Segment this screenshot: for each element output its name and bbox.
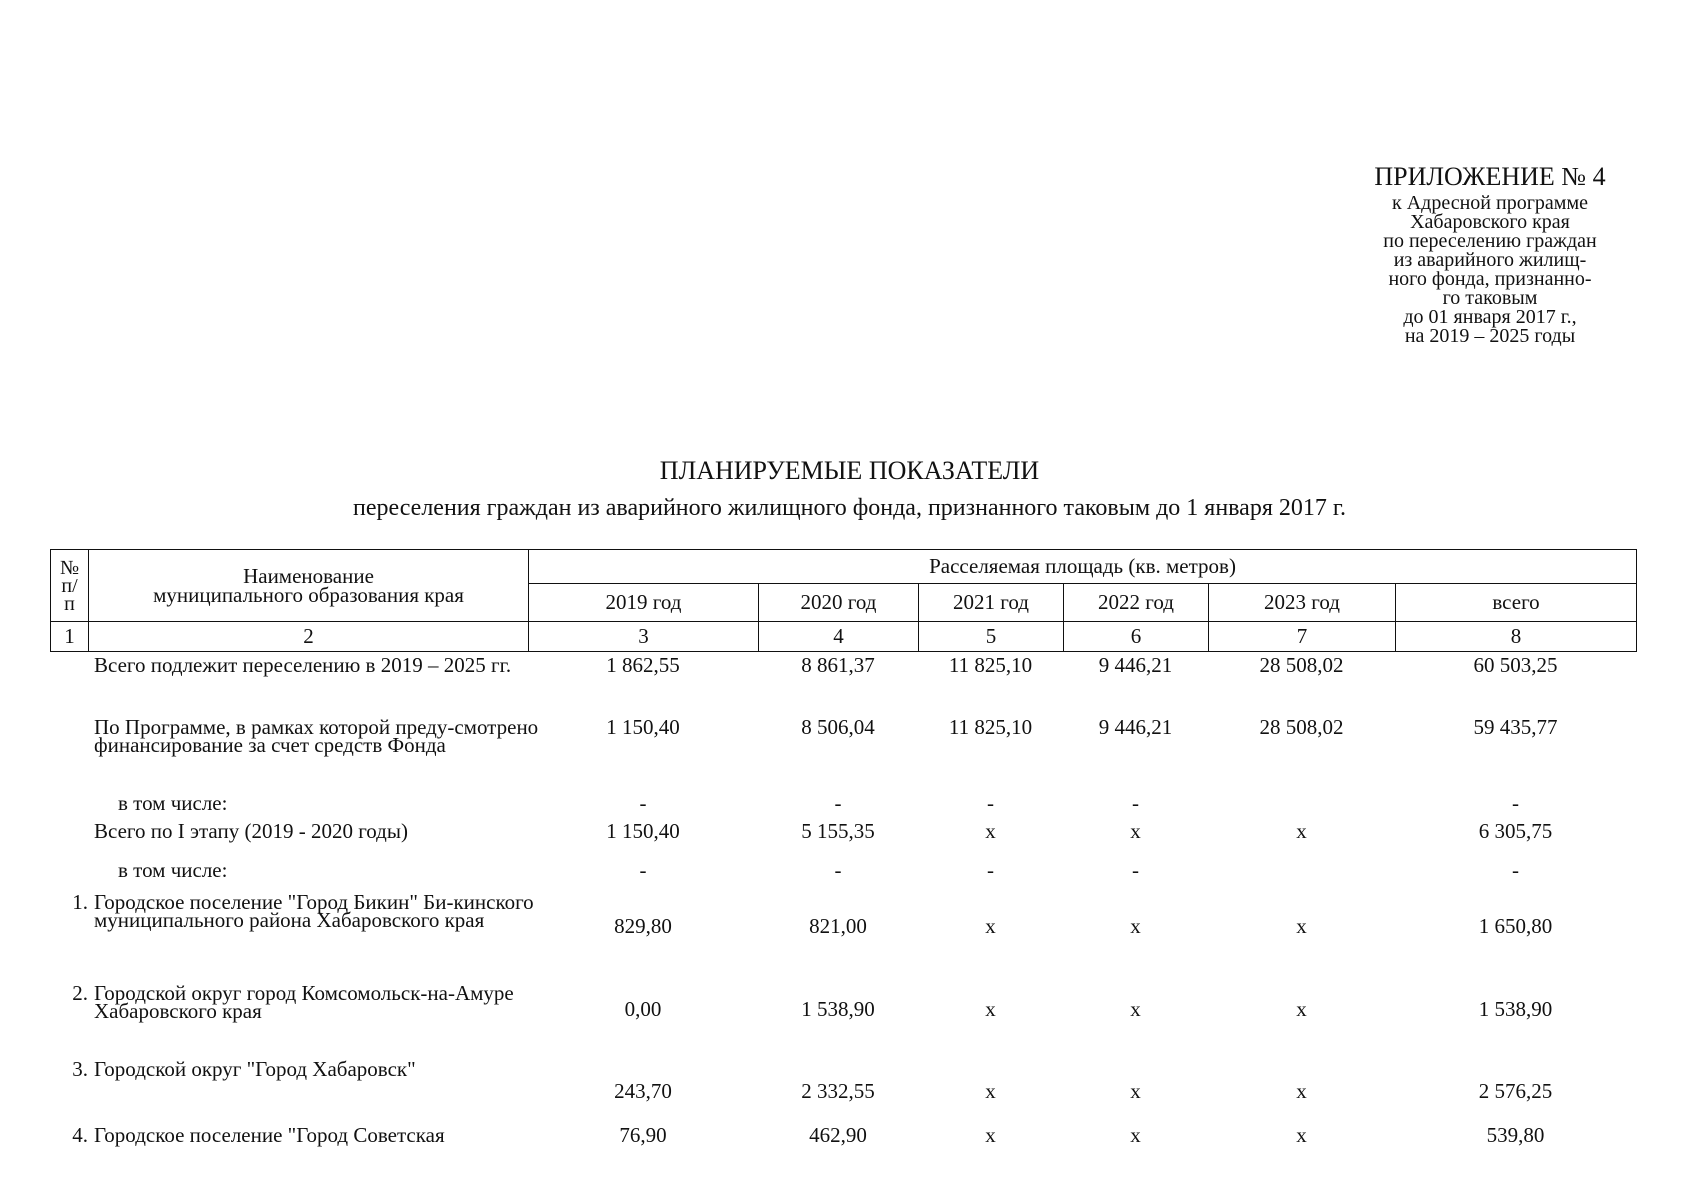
col-number: 7	[1209, 622, 1396, 652]
row-value: 829,80	[614, 914, 672, 938]
row-value: 462,90	[809, 1123, 867, 1147]
document-subtitle: переселения граждан из аварийного жилищного фонда, признанного таковым до 1 января 2017 г.	[352, 495, 1347, 521]
row-value: 1 150,40	[606, 715, 680, 739]
row-number: 1.	[72, 890, 88, 914]
row-value: х	[1296, 914, 1307, 938]
row-value: 0,00	[624, 997, 662, 1021]
row-value: 2 576,25	[1478, 1079, 1553, 1103]
row-value: 28 508,02	[1259, 653, 1344, 677]
row-value: 539,80	[1486, 1123, 1545, 1147]
row-value: -	[639, 791, 647, 815]
row-value: 243,70	[614, 1079, 672, 1103]
appendix-line: Хабаровского края	[1410, 211, 1570, 233]
row-value: -	[1132, 791, 1139, 815]
row-value: х	[985, 914, 996, 938]
row-value: х	[1296, 997, 1307, 1021]
appendix-line: до 01 января 2017 г.,	[1403, 306, 1577, 328]
row-value: -	[834, 791, 842, 815]
row-value: х	[1296, 1123, 1307, 1147]
row-value: -	[1512, 791, 1519, 815]
col-number: 5	[919, 622, 1064, 652]
appendix-line: на 2019 – 2025 годы	[1404, 325, 1576, 347]
row-value: 8 861,37	[801, 653, 875, 677]
row-value: 821,00	[809, 914, 867, 938]
row-value: х	[985, 1079, 996, 1103]
header-year: 2022 год	[1064, 584, 1209, 622]
row-value: 9 446,21	[1098, 653, 1173, 677]
appendix-line: из аварийного жилищ-	[1393, 249, 1587, 271]
header-total: всего	[1396, 584, 1637, 622]
row-name: Городское поселение "Город Советская	[94, 1123, 445, 1147]
row-value: х	[1296, 1079, 1307, 1103]
header-year: 2023 год	[1209, 584, 1396, 622]
row-value: 11 825,10	[948, 653, 1033, 677]
row-value: -	[1132, 858, 1139, 882]
row-value: х	[1130, 1079, 1141, 1103]
appendix-block	[1330, 162, 1650, 346]
row-value: 60 503,25	[1473, 653, 1558, 677]
appendix-line: к Адресной программе	[1392, 192, 1588, 214]
row-name: Всего по I этапу (2019 - 2020 годы)	[94, 819, 408, 843]
row-value: х	[1296, 819, 1307, 843]
col-number: 6	[1064, 622, 1209, 652]
row-value: х	[1130, 914, 1141, 938]
row-value: х	[985, 1123, 996, 1147]
row-value: -	[834, 858, 842, 882]
row-name: По Программе, в рамках которой преду-смотрено финансирование за счет средств Фонда	[94, 715, 539, 757]
appendix-line: по переселению граждан	[1383, 230, 1597, 252]
col-number: 2	[89, 622, 529, 652]
col-number: 1	[51, 622, 89, 652]
row-name: Городской округ город Комсомольск-на-Амуре Хабаровского края	[94, 981, 514, 1023]
row-value: х	[1130, 1123, 1141, 1147]
row-value: х	[1130, 819, 1141, 843]
row-value: 6 305,75	[1478, 819, 1553, 843]
row-value: 1 538,90	[801, 997, 875, 1021]
row-name: в том числе:	[118, 791, 228, 815]
header-num: № п/ п	[51, 550, 89, 622]
table-header	[50, 549, 1637, 652]
row-value: 59 435,77	[1473, 715, 1558, 739]
row-value: х	[1130, 997, 1141, 1021]
row-name: Всего подлежит переселению в 2019 – 2025 гг.	[94, 653, 512, 677]
row-value: -	[639, 858, 647, 882]
header-year: 2019 год	[529, 584, 759, 622]
row-value: х	[985, 997, 996, 1021]
appendix-line: го таковым	[1442, 287, 1538, 309]
row-value: -	[987, 858, 994, 882]
row-value: -	[987, 791, 994, 815]
row-name: Городское поселение "Город Бикин" Би-кинского муниципального района Хабаровского края	[94, 890, 534, 932]
header-year: 2021 год	[919, 584, 1064, 622]
row-value: 1 650,80	[1478, 914, 1553, 938]
row-value: 76,90	[619, 1123, 667, 1147]
row-value: 5 155,35	[801, 819, 875, 843]
row-value: -	[1512, 858, 1519, 882]
row-number: 4.	[72, 1123, 88, 1147]
document-title: ПЛАНИРУЕМЫЕ ПОКАЗАТЕЛИ	[659, 456, 1040, 485]
row-number: 3.	[72, 1057, 88, 1081]
row-value: 1 862,55	[606, 653, 680, 677]
row-value: 11 825,10	[948, 715, 1033, 739]
row-name: в том числе:	[118, 858, 228, 882]
appendix-line: ного фонда, признанно-	[1388, 268, 1592, 290]
row-value: 2 332,55	[801, 1079, 875, 1103]
row-value: 8 506,04	[801, 715, 875, 739]
appendix-heading: ПРИЛОЖЕНИЕ № 4	[1374, 162, 1606, 191]
row-value: 1 150,40	[606, 819, 680, 843]
row-value: 1 538,90	[1478, 997, 1553, 1021]
col-number: 3	[529, 622, 759, 652]
col-number: 4	[759, 622, 919, 652]
row-value: х	[985, 819, 996, 843]
row-number: 2.	[72, 981, 88, 1005]
col-number: 8	[1396, 622, 1637, 652]
header-group: Расселяемая площадь (кв. метров)	[529, 550, 1637, 584]
row-value: 28 508,02	[1259, 715, 1344, 739]
row-value: 9 446,21	[1098, 715, 1173, 739]
header-year: 2020 год	[759, 584, 919, 622]
row-name: Городской округ "Город Хабаровск"	[94, 1057, 416, 1081]
header-name: Наименование муниципального образования края	[89, 550, 529, 622]
